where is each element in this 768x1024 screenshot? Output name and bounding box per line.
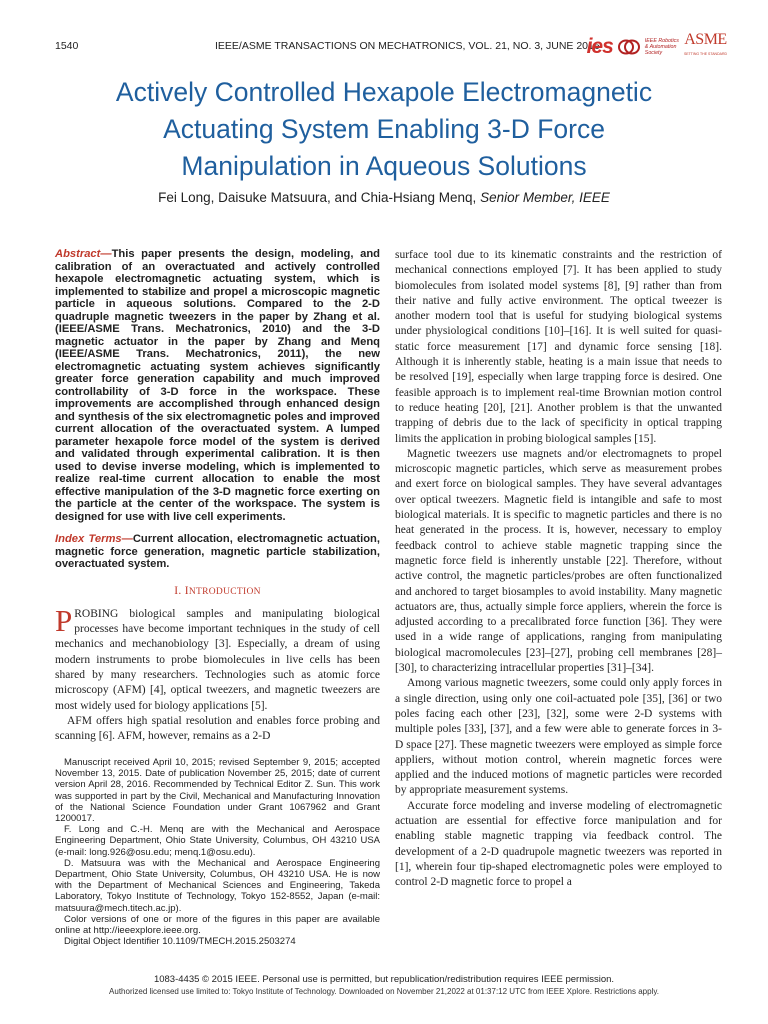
footnote-color-figures: Color versions of one or more of the figures in this paper are available online at http://ieeexplore.ieee.org. [55, 913, 380, 937]
abstract-text: This paper presents the design, modeling, and calibration of an overactuated and actively controlled hexapole electromagnetic actuating system, which is implemented to stabilize and propel a microscopic magnetic particle in aqueous solutions. Compared to the 2-D quadruple magnetic tweezers in the paper by Zhang et al. (IEEE/ASME Trans. Mechatronics, 2010) and the 3-D magnetic actuator in the paper by Zhang and Menq (IEEE/ASME Trans. Mechatronics, 2011), the new electromagnetic actuating system achieves significantly greater force generation capability and much improved controllability of 3-D force in the workspace. These improvements are accomplished through enhanced design and synthesis of the six electromagnetic poles and improved current allocation of the overactuated system. A lumped parameter hexapole force model of the system is derived and validated through experimental calibration. It is then used to devise inverse modeling, which is implemented to realize real-time current allocation to enable the most effective manipulation of the 3-D magnetic force exerting on the particle at the center of the workspace. The system is designed for use with live cell experiments. [55, 248, 380, 523]
index-terms [55, 533, 380, 571]
publisher-logos [587, 33, 727, 61]
copyright-notice: 1083-4435 © 2015 IEEE. Personal use is permitted, but republication/redistribution requires IEEE permission. [153, 974, 615, 985]
footnote-manuscript: Manuscript received April 10, 2015; revised September 9, 2015; accepted November 13, 2015. Date of publication November 25, 2015; date of current version April 28, 2016. Recommended by Technical Editor Z. Sun. This work was supported in part by the Civil, Mechanical and Manufacturing Innovation of the National Science Foundation under Grant 1067962 and Grant 1200017. [55, 757, 380, 825]
abstract [55, 248, 380, 523]
right-column [395, 248, 722, 890]
intro-paragraph [55, 602, 380, 714]
body-paragraph: Among various magnetic tweezers, some could only apply forces in a single direction, using only one coil-actuated pole [35], [36] or two poles facing each other [23], [32], some were 2-D systems with multiple poles [33], [37], and a few were able to generate forces in 3-D space [27]. These magnetic tweezers were employed as simple force appliers, without motion control, wherein magnetic forces were applied and the induced motions of magnetic particles were recorded by appropriate measurement systems. [395, 677, 722, 797]
asme-logo-tagline: SETTING THE STANDARD [683, 52, 727, 56]
section-heading-introduction [55, 584, 380, 600]
author-membership: Senior Member, IEEE [480, 190, 610, 205]
intro-paragraph-text: biological samples and manipulating biological processes have become important techniques in the study of cell mechanics and mechanobiology [3]. Especially, a dream of using modern instruments to probe biomolecules in live cells has been shared by many researchers. Technologies such as atomic force microscopy (AFM) [4], optical tweezers, and magnetic tweezers are most widely used for biology applications [5]. [55, 607, 380, 712]
author-line [40, 190, 728, 205]
author-names: Fei Long, Daisuke Matsuura, and Chia-Hsiang Menq, [158, 190, 477, 205]
index-terms-text: Current allocation, electromagnetic actuation, magnetic force generation, magnetic particle stabilization, overactuated system. [55, 533, 380, 570]
license-notice: Authorized licensed use limited to: Tokyo Institute of Technology. Downloaded on November 21,2022 at 01:37:12 UTC from IEEE Xplore. Restrictions apply. [109, 987, 659, 996]
footnote-affiliation: F. Long and C.-H. Menq are with the Mechanical and Aerospace Engineering Department, Ohio State University, Columbus, OH 43210 USA (e-mail: long.926@osu.edu; menq.1@osu.edu). [55, 824, 380, 858]
body-paragraph: Accurate force modeling and inverse modeling of electromagnetic actuation are essential for effective force manipulation and for enabling stable magnetic trapping via feedback control. The development of a 2-D quadrupole magnetic tweezers was reported in [1], wherein four tip-shaped electromagnetic poles were employed to control 2-D magnetic force to propel a [395, 799, 722, 889]
section-numeral: I. [174, 584, 182, 597]
intro-first-word: ROBING [74, 607, 119, 620]
title-line: Actively Controlled Hexapole Electromagnetic [115, 77, 653, 107]
drop-cap: P [55, 602, 73, 638]
section-title-rest: NTRODUCTION [188, 586, 261, 597]
first-page-footnote [55, 757, 380, 947]
ras-logo-text [645, 38, 679, 56]
body-paragraph: surface tool due to its kinematic constraints and the restriction of mechanical connections employed [7]. It has been applied to study biomolecules from isolated model systems [8], [9] rather than from their native and fully active environment. The optical tweezer is another modern tool that is useful for studying biological systems under physiological conditions [10]–[16]. It is well suited for quasi-static force measurement [17] and dynamic force sensing [18]. Although it is inherently stable, heating is a main issue that needs to be resolved [19], especially when large trapping force is desired. One feasible approach is to implement real-time Brownian motion control to reduce heating [20], [21]. Another problem is that the unwanted trapping of debris due to the lack of specificity in optical trapping limits the application in probing biological samples [15]. [395, 249, 722, 445]
title-line: Actuating System Enabling 3-D Force [163, 114, 605, 144]
footnote-doi: Digital Object Identifier 10.1109/TMECH.2015.2503274 [64, 936, 296, 948]
journal-citation: IEEE/ASME TRANSACTIONS ON MECHATRONICS, VOL. 21, NO. 3, JUNE 2016 [215, 40, 600, 52]
section-title-initial: I [184, 584, 189, 597]
title-line: Manipulation in Aqueous Solutions [181, 151, 587, 181]
page-header [55, 31, 727, 58]
ras-logo-icon [618, 39, 640, 55]
footnote-affiliation: D. Matsuura was with the Mechanical and Aerospace Engineering Department, Ohio State University, Columbus, OH 43210 USA. He is now with the Department of Mechanical Sciences and Engineering, Takeda Laboratory, Tokyo Institute of Technology, Tokyo 152-8552, Japan (e-mail: matsuura@mech.titech.ac.jp). [55, 857, 380, 914]
ras-logo-line: IEEE Robotics [644, 38, 679, 44]
abstract-label: Abstract— [55, 248, 112, 260]
left-column [55, 248, 380, 744]
ies-logo: ies [586, 35, 613, 58]
ras-logo-line: & Automation [644, 44, 677, 50]
page-number: 1540 [55, 40, 79, 52]
index-terms-label: Index Terms— [55, 533, 133, 545]
paper-title [40, 74, 728, 185]
asme-logo-text: ASME [684, 31, 727, 48]
intro-paragraph: AFM offers high spatial resolution and enables force probing and scanning [6]. AFM, however, remains as a 2-D [55, 714, 380, 743]
ras-logo-line: Society [644, 50, 663, 56]
body-paragraph: Magnetic tweezers use magnets and/or electromagnets to propel microscopic magnetic particles, which serve as measurement probes and exert force on biological samples. They have several advantages over optical tweezers. Magnetic field is intangible and safe to most biological materials. It is specific to magnetic particles and there is no heat generated in the process. It is, however, necessary to employ feedback control to achieve stable magnetic trapping since the magnetic force field is inherently unstable [22]. Therefore, without active control, the magnetic particles/probes are often functionalized and anchored to target biosamples to avoid instability. Many magnetic actuators are, thus, actually simple force appliers, wherein the force is adjusted according to a precalibrated force function [36]. They were used in a wide range of applications, ranging from manipulating biological macromolecules [23]–[27], probing cell membranes [28]–[30], to characterizing intracellular properties [31]–[34]. [395, 447, 722, 675]
asme-logo [684, 33, 727, 61]
